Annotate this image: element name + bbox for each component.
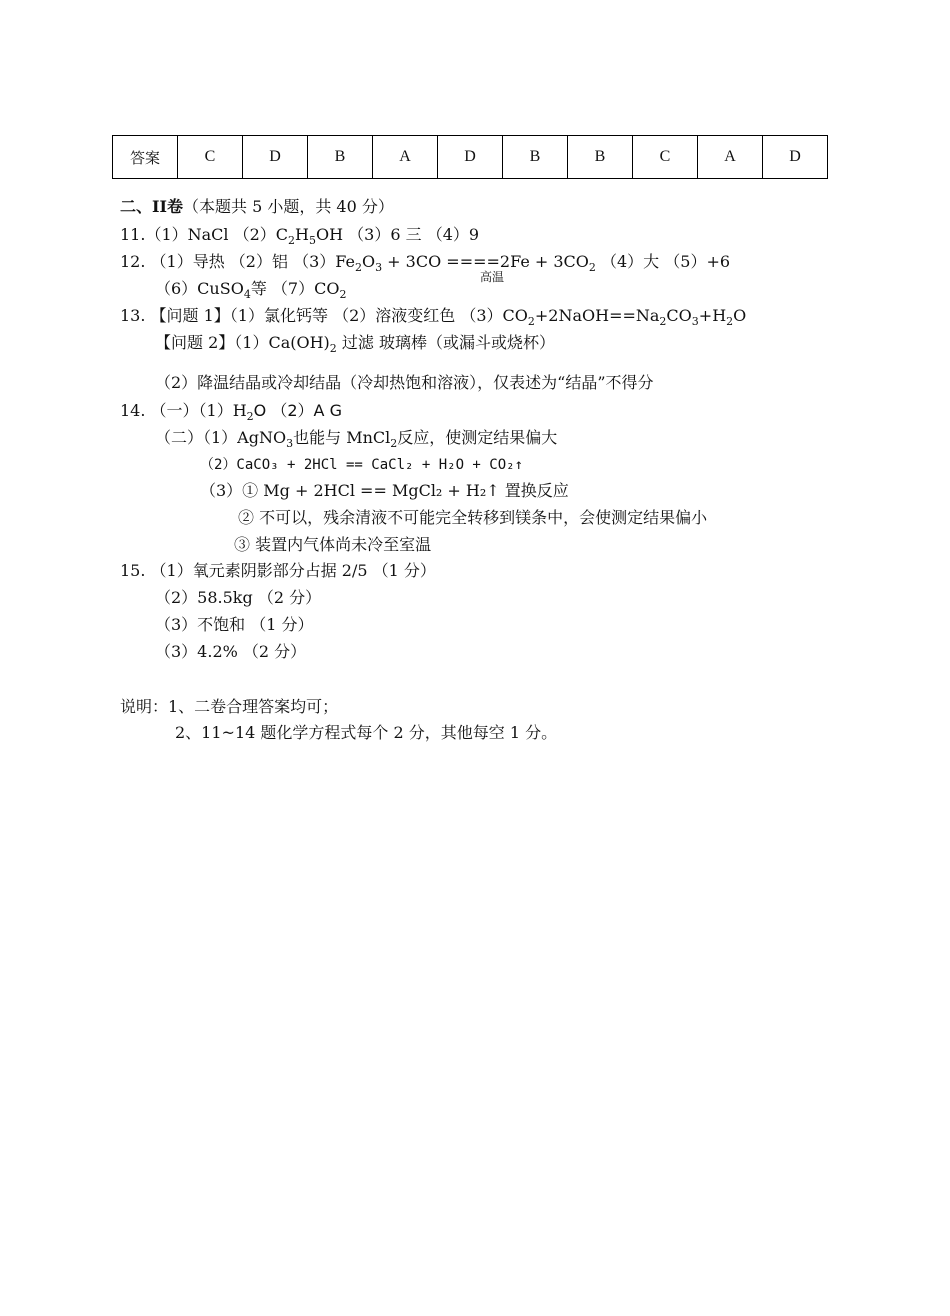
q14-line-5: ② 不可以，残余清液不可能完全转移到镁条中，会使测定结果偏小: [238, 508, 708, 527]
q14-line-4: （3）① Mg + 2HCl == MgCl₂ + H₂↑ 置换反应: [200, 481, 569, 500]
subscript: 2: [339, 288, 347, 301]
q13-text: 13. 【问题 1】（1）氯化钙等 （2）溶液变红色 （3）CO: [120, 306, 528, 325]
answer-cell: A: [373, 136, 438, 179]
q14-text: （二）（1）AgNO: [155, 428, 287, 447]
q15-line-2: （2）58.5kg （2 分）: [155, 588, 322, 607]
q15-line-4: （3）4.2% （2 分）: [155, 642, 307, 661]
q11-line: [120, 225, 479, 251]
subscript: 2: [246, 410, 254, 423]
answer-cell: C: [633, 136, 698, 179]
q11-text: 11.（1）NaCl （2）C: [120, 225, 289, 244]
q14-text: O （2）A G: [253, 401, 342, 420]
subscript: 2: [288, 234, 296, 247]
q14-line-2: [155, 428, 557, 454]
q12-text: （6）CuSO: [155, 279, 244, 298]
q12-text: （4）大 （5）+6: [595, 252, 731, 271]
answer-cell: D: [763, 136, 828, 179]
subscript: 4: [243, 288, 251, 301]
q13-text: CO: [666, 306, 692, 325]
answer-cell: A: [698, 136, 763, 179]
q13-line-2: [155, 333, 555, 359]
q11-text: H: [295, 225, 309, 244]
section-2-note: （本题共 5 小题，共 40 分）: [182, 197, 394, 216]
answer-cell: B: [308, 136, 373, 179]
answer-cell: C: [178, 136, 243, 179]
q15-line-3: （3）不饱和 （1 分）: [155, 615, 314, 634]
q12-text: 等 （7）CO: [250, 279, 340, 298]
q13-text: 【问题 2】（1）Ca(OH): [155, 333, 330, 352]
subscript: 2: [354, 261, 362, 274]
subscript: 3: [286, 437, 294, 450]
q13-line-1: [120, 306, 746, 332]
q14-text: 也能与 MnCl: [293, 428, 391, 447]
answer-cell: D: [243, 136, 308, 179]
section-2-title: 二、II卷: [120, 197, 183, 216]
subscript: 3: [375, 261, 383, 274]
q12-line-1: [120, 252, 730, 278]
q14-line-6: ③ 装置内气体尚未冷至室温: [234, 535, 432, 554]
subscript: 2: [588, 261, 596, 274]
q14-text: 14. （一）（1）H: [120, 401, 247, 420]
table-row: [113, 136, 828, 179]
q13-line-3: （2）降温结晶或冷却结晶（冷却热饱和溶液），仅表述为“结晶”不得分: [155, 373, 654, 392]
q12-text: O: [361, 252, 376, 271]
notes-line-2: 2、11~14 题化学方程式每个 2 分，其他每空 1 分。: [175, 723, 558, 742]
answer-cell: D: [438, 136, 503, 179]
subscript: 2: [726, 315, 734, 328]
subscript: 3: [691, 315, 699, 328]
q12-text: + 3CO ====2Fe + 3CO: [382, 252, 589, 271]
answer-cell: B: [568, 136, 633, 179]
q13-text: O: [733, 306, 747, 325]
subscript: 2: [527, 315, 535, 328]
answer-cell: B: [503, 136, 568, 179]
subscript: 2: [659, 315, 667, 328]
q13-text: +2NaOH==Na: [534, 306, 660, 325]
answer-header-cell: 答案: [113, 136, 178, 179]
notes-line-1: 说明：1、二卷合理答案均可；: [120, 697, 339, 716]
subscript: 5: [309, 234, 316, 247]
subscript: 2: [390, 437, 398, 450]
q11-text: OH （3）6 三 （4）9: [316, 225, 480, 244]
q14-text: 反应，使测定结果偏大: [397, 428, 558, 447]
q12-line-2: [155, 279, 346, 305]
q14-line-1: [120, 401, 342, 427]
reaction-condition: 高温: [480, 270, 505, 284]
answer-table: [112, 135, 828, 179]
q14-line-3: （2）CaCO₃ + 2HCl == CaCl₂ + H₂O + CO₂↑: [200, 457, 524, 473]
section-2-heading: [120, 197, 394, 217]
subscript: 2: [329, 342, 337, 355]
q13-text: 过滤 玻璃棒（或漏斗或烧杯）: [336, 333, 555, 352]
q13-text: +H: [698, 306, 727, 325]
q12-text: 12. （1）导热 （2）铝 （3）Fe: [120, 252, 355, 271]
q15-line-1: 15. （1）氧元素阴影部分占据 2/5 （1 分）: [120, 561, 436, 580]
